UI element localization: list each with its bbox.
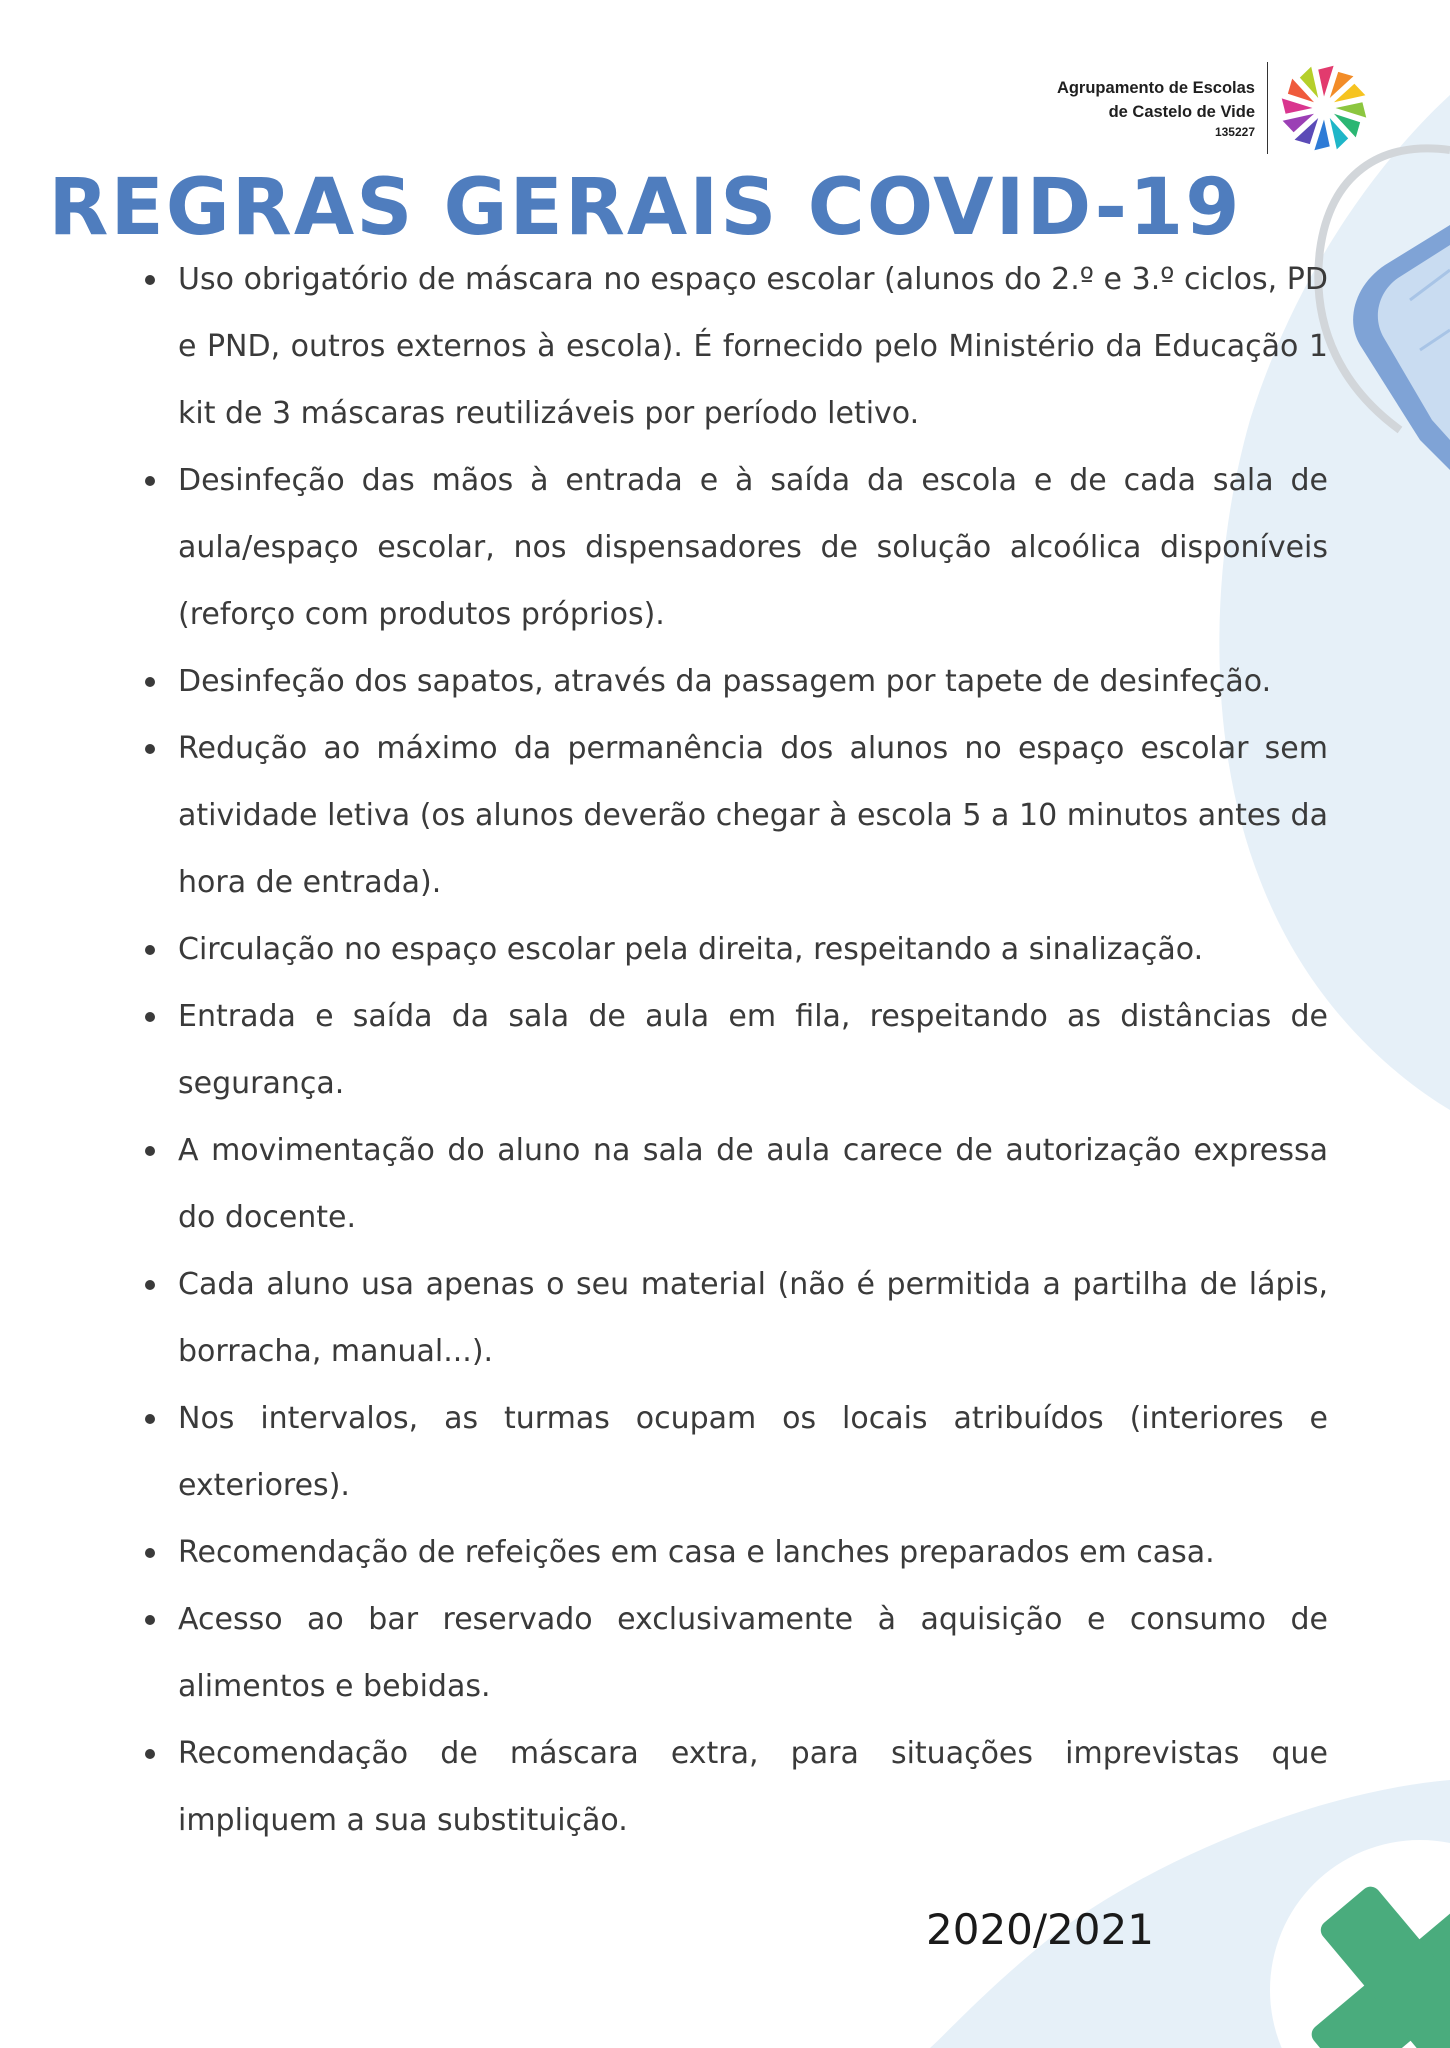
rule-item: Acesso ao bar reservado exclusivamente à aquisição e consumo de alimentos e bebidas. [178, 1586, 1328, 1720]
rule-item: Cada aluno usa apenas o seu material (não é permitida a partilha de lápis, borracha, manual...). [178, 1251, 1328, 1385]
rule-item: Circulação no espaço escolar pela direita, respeitando a sinalização. [178, 916, 1328, 983]
page-title: REGRAS GERAIS COVID-19 [48, 163, 1242, 253]
rule-item: Recomendação de refeições em casa e lanches preparados em casa. [178, 1519, 1328, 1586]
school-year: 2020/2021 [926, 1905, 1154, 1954]
rule-item: Recomendação de máscara extra, para situações imprevistas que impliquem a sua substituição. [178, 1720, 1328, 1854]
rule-item: Redução ao máximo da permanência dos alunos no espaço escolar sem atividade letiva (os alunos deverão chegar à escola 5 a 10 minutos antes da hora de entrada). [178, 715, 1328, 916]
rule-item: Desinfeção das mãos à entrada e à saída da escola e de cada sala de aula/espaço escolar, nos dispensadores de solução alcoólica disponíveis (reforço com produtos próprios). [178, 447, 1328, 648]
school-name-block [1057, 62, 1268, 154]
school-header [1057, 60, 1372, 155]
school-flower-logo [1276, 60, 1372, 156]
rule-item: Uso obrigatório de máscara no espaço escolar (alunos do 2.º e 3.º ciclos, PD e PND, outros externos à escola). É fornecido pelo Ministério da Educação 1 kit de 3 máscaras reutilizáveis por período letivo. [178, 246, 1328, 447]
rule-item: A movimentação do aluno na sala de aula carece de autorização expressa do docente. [178, 1117, 1328, 1251]
rules-list [178, 246, 1328, 1854]
rule-item: Entrada e saída da sala de aula em fila, respeitando as distâncias de segurança. [178, 983, 1328, 1117]
school-name-line1: Agrupamento de Escolas [1056, 78, 1255, 97]
rule-item: Nos intervalos, as turmas ocupam os locais atribuídos (interiores e exteriores). [178, 1385, 1328, 1519]
logo-petal [1336, 102, 1367, 117]
logo-petal [1314, 119, 1329, 150]
school-name-line2: de Castelo de Vide [1108, 102, 1255, 121]
logo-petal [1282, 98, 1313, 113]
school-code: 135227 [1214, 124, 1255, 139]
rule-item: Desinfeção dos sapatos, através da passagem por tapete de desinfeção. [178, 648, 1328, 715]
logo-petal [1318, 65, 1333, 96]
